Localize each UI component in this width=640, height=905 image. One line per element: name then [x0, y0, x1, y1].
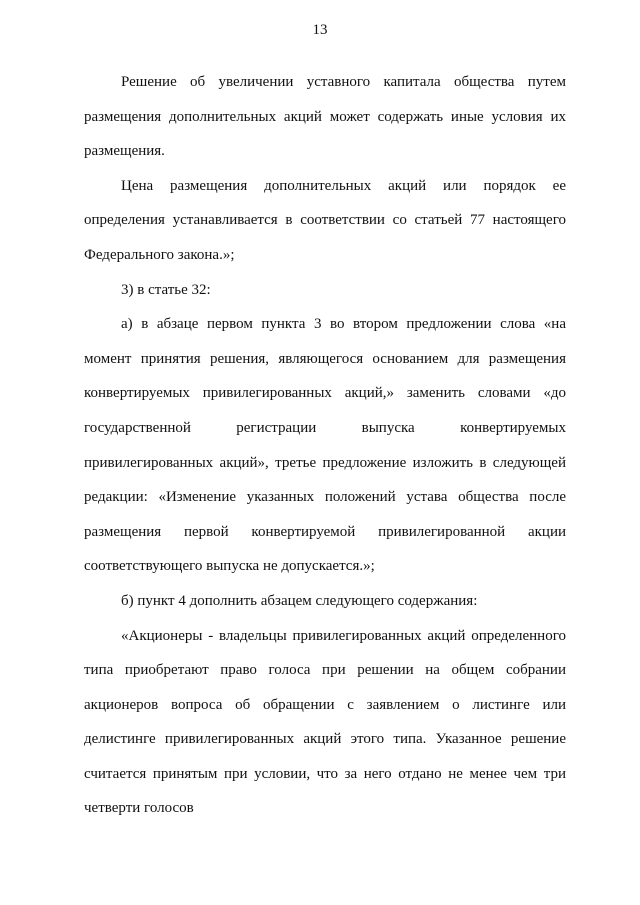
paragraph-share-price: Цена размещения дополнительных акций или порядок ее определения устанавливается в соответствии со статьей 77 настоящего Федерального закона.»; [84, 177, 566, 263]
document-body [84, 65, 566, 826]
paragraph-subitem-a: а) в абзаце первом пункта 3 во втором предложении слова «на момент принятия решения, являющегося основанием для размещения конвертируемых привилегированных акций,» заменить словами «до государственной регистрации выпуска конвертируемых привилегированных акций», третье предложение изложить в следующей редакции: «Изменение указанных положений устава общества после размещения первой конвертируемой привилегированной акции соответствующего выпуска не допускается.»; [84, 316, 566, 575]
paragraph-capital-increase: Решение об увеличении уставного капитала общества путем размещения дополнительных акций может содержать иные условия их размещения. [84, 74, 566, 160]
page-number: 13 [312, 22, 328, 38]
paragraph-subitem-b: б) пункт 4 дополнить абзацем следующего содержания: [121, 592, 478, 609]
paragraph-shareholders-voting: «Акционеры - владельцы привилегированных акций определенного типа приобретают право голоса при решении на общем собрании акционеров вопроса об обращении с заявлением о листинге или делистинге привилегированных акций этого типа. Указанное решение считается принятым при условии, что за него отдано не менее чем три четверти голосов [84, 627, 566, 817]
paragraph-article-32: 3) в статье 32: [121, 281, 211, 298]
